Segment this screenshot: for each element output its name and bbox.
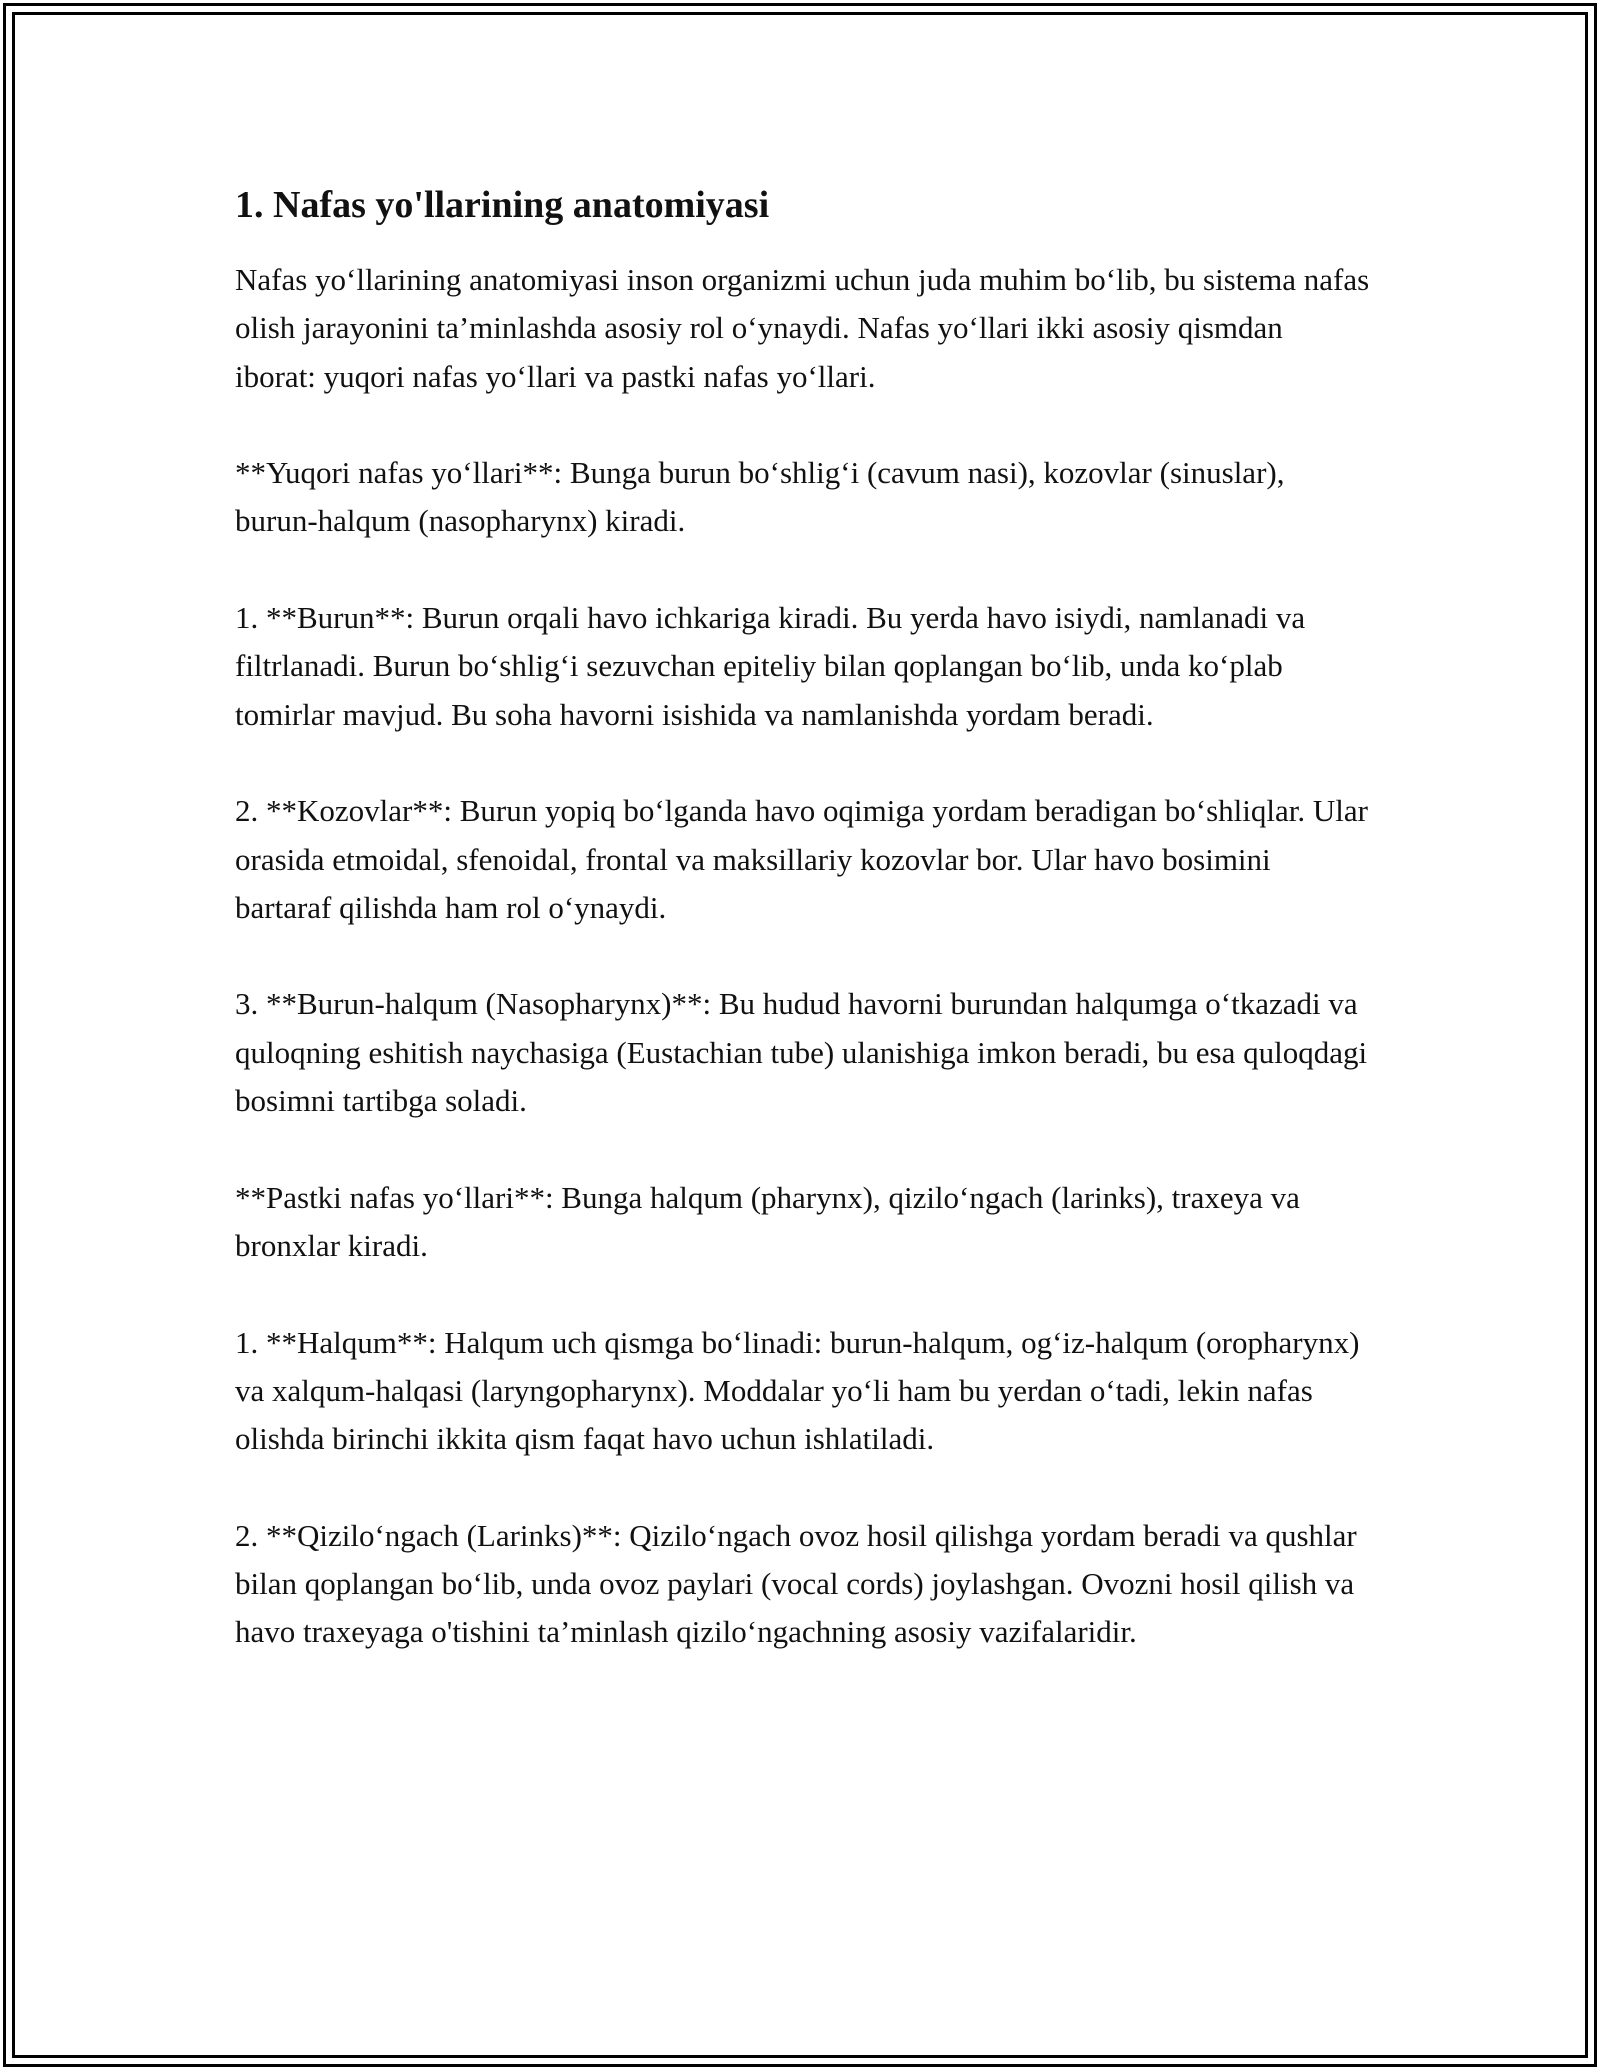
paragraph-lower-airways: **Pastki nafas yo‘llari**: Bunga halqum (pharynx), qizilo‘ngach (larinks), traxeya va bronxlar kiradi. (235, 1179, 1300, 1263)
paragraph-upper-airways: **Yuqori nafas yo‘llari**: Bunga burun bo‘shlig‘i (cavum nasi), kozovlar (sinuslar), burun-halqum (nasopharynx) kiradi. (235, 455, 1285, 539)
paragraph-intro: Nafas yo‘llarining anatomiyasi inson organizmi uchun juda muhim bo‘lib, bu sistema nafas olish jarayonini ta’minlashda asosiy rol o‘ynaydi. Nafas yo‘llari ikki asosiy qismdan iborat: yuqori nafas yo‘llari va pastki nafas yo‘llari. (235, 262, 1370, 394)
paragraph-sinuses: 2. **Kozovlar**: Burun yopiq bo‘lganda havo oqimiga yordam beradigan bo‘shliqlar. Ular orasida etmoidal, sfenoidal, frontal va maksillariy kozovlar bor. Ular havo bosimini bartaraf qilishda ham rol o‘ynaydi. (235, 793, 1368, 925)
paragraph-nasopharynx: 3. **Burun-halqum (Nasopharynx)**: Bu hudud havorni burundan halqumga o‘tkazadi va quloqning eshitish naychasiga (Eustachian tube) ulanishiga imkon beradi, bu esa quloqdagi bosimni tartibga soladi. (235, 986, 1368, 1119)
paragraph-nose: 1. **Burun**: Burun orqali havo ichkariga kiradi. Bu yerda havo isiydi, namlanadi va filtrlanadi. Burun bo‘shlig‘i sezuvchan epiteliy bilan qoplangan bo‘lib, unda ko‘plab tomirlar mavjud. Bu soha havorni isishida va namlanishda yordam beradi. (235, 600, 1306, 732)
paragraph-pharynx: 1. **Halqum**: Halqum uch qismga bo‘linadi: burun-halqum, og‘iz-halqum (oropharynx) va xalqum-halqasi (laryngopharynx). Moddalar yo‘li ham bu yerdan o‘tadi, lekin nafas olishda birinchi ikkita qism faqat havo uchun ishlatiladi. (235, 1324, 1360, 1457)
document-title: 1. Nafas yo'llarining anatomiyasi (235, 184, 770, 226)
document-body (235, 180, 1370, 1705)
paragraph-larynx: 2. **Qizilo‘ngach (Larinks)**: Qizilo‘ngach ovoz hosil qilishga yordam beradi va qushlar bilan qoplangan bo‘lib, unda ovoz paylari (vocal cords) joylashgan. Ovozni hosil qilish va havo traxeyaga o'tishini ta’minlash qizilo‘ngachning asosiy vazifalaridir. (235, 1517, 1357, 1650)
